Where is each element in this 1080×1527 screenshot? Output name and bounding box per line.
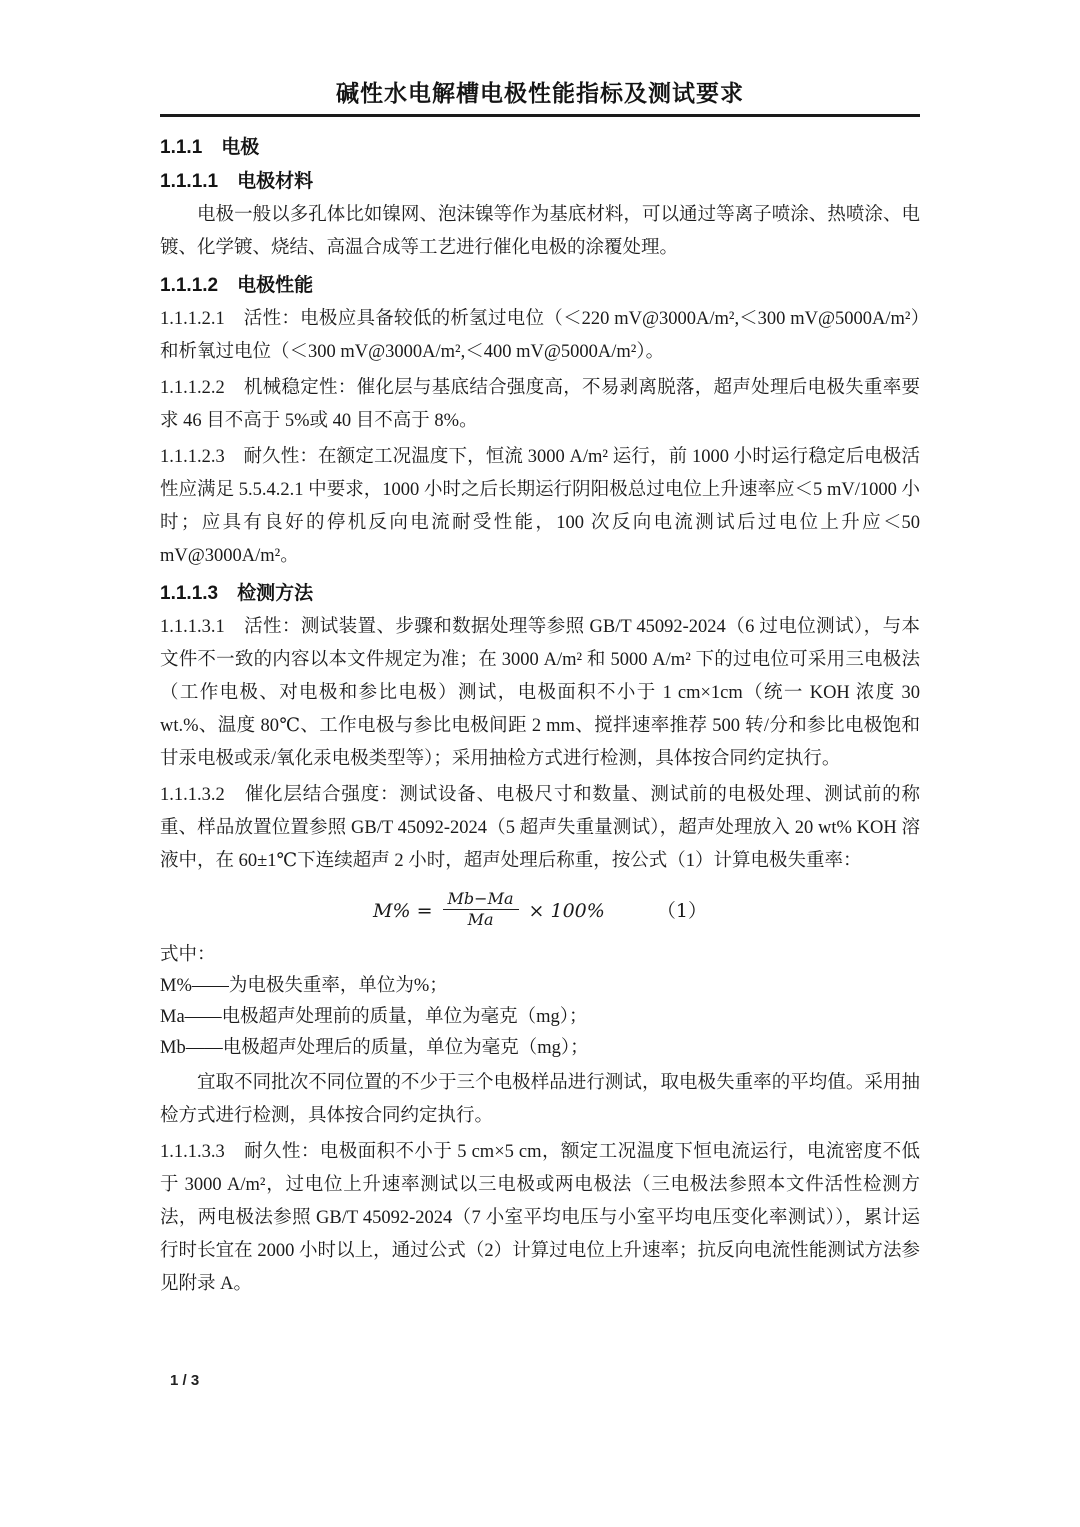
heading-test-methods: 1.1.1.3 检测方法 <box>160 583 314 604</box>
formula-numerator: Mb−Ma <box>443 890 519 910</box>
heading-electrode: 1.1.1 电极 <box>160 137 260 158</box>
formula-multiplier: × 100% <box>528 899 605 922</box>
heading-electrode-performance: 1.1.1.2 电极性能 <box>160 275 314 296</box>
paragraph-mechanical-stability: 1.1.1.2.2 机械稳定性：催化层与基底结合强度高，不易剥离脱落，超声处理后电极失重率要求 46 目不高于 5%或 40 目不高于 8%。 <box>160 378 920 431</box>
paragraph-method-activity: 1.1.1.3.1 活性：测试装置、步骤和数据处理等参照 GB/T 45092-2024（6 过电位测试），与本文件不一致的内容以本文件规定为准；在 3000 A/m² 和 5000 A/m² 下的过电位可采用三电极法（工作电极、对电极和参比电极）测试，电极面积不小于 1 cm×1cm（统一 KOH 浓度 30 wt.%、温度 80℃、工作电极与参比电极间距 2 mm、搅拌速率推荐 500 转/分和参比电极饱和甘汞电极或汞/氧化汞电极类型等）；采用抽检方式进行检测，具体按合同约定执行。 <box>160 617 920 769</box>
paragraph-formula-legend-intro: 式中： <box>160 944 216 965</box>
paragraph-method-bonding-strength: 1.1.1.3.2 催化层结合强度：测试设备、电极尺寸和数量、测试前的电极处理、测试前的称重、样品放置位置参照 GB/T 45092-2024（5 超声失重量测试），超声处理放入 20 wt% KOH 溶液中，在 60±1℃下连续超声 2 小时，超声处理后称重，按公式（1）计算电极失重率： <box>160 785 920 871</box>
definition-ma: Ma——电极超声处理前的质量，单位为毫克（mg）； <box>160 1006 588 1027</box>
document-title: 碱性水电解槽电极性能指标及测试要求 <box>336 81 744 106</box>
paragraph-electrode-material: 电极一般以多孔体比如镍网、泡沫镍等作为基底材料，可以通过等离子喷涂、热喷涂、电镀、化学镀、烧结、高温合成等工艺进行催化电极的涂覆处理。 <box>160 205 920 258</box>
paragraph-method-durability: 1.1.1.3.3 耐久性：电极面积不小于 5 cm×5 cm，额定工况温度下恒电流运行，电流密度不低于 3000 A/m²，过电位上升速率测试以三电极或两电极法（三电极法参照本文件活性检测方法，两电极法参照 GB/T 45092-2024（7 小室平均电压与小室平均电压变化率测试）），累计运行时长宜在 2000 小时以上，通过公式（2）计算过电位上升速率；抗反向电流性能测试方法参见附录 A。 <box>160 1141 920 1294</box>
formula-fraction <box>443 890 519 930</box>
formula-lhs: M% = <box>373 899 433 922</box>
paragraph-durability: 1.1.1.2.3 耐久性：在额定工况温度下，恒流 3000 A/m² 运行，前 1000 小时运行稳定后电极活性应满足 5.5.4.2.1 中要求，1000 小时之后长期运行阴阳极总过电位上升速率应＜5 mV/1000 小时；应具有良好的停机反向电流耐受性能，100 次反向电流测试后过电位上升应＜50 mV@3000A/m²。 <box>160 447 920 566</box>
formula-number: （1） <box>656 899 707 922</box>
definition-mb: Mb——电极超声处理后的质量，单位为毫克（mg）； <box>160 1037 589 1058</box>
page-number: 1 / 3 <box>170 1372 200 1389</box>
formula-denominator: Ma <box>467 910 494 930</box>
paragraph-sampling: 宜取不同批次不同位置的不少于三个电极样品进行测试，取电极失重率的平均值。采用抽检方式进行检测，具体按合同约定执行。 <box>160 1072 920 1126</box>
definition-m-percent: M%——为电极失重率，单位为%； <box>160 975 448 996</box>
heading-electrode-material: 1.1.1.1 电极材料 <box>160 171 314 192</box>
paragraph-activity: 1.1.1.2.1 活性：电极应具备较低的析氢过电位（＜220 mV@3000A/m²,＜300 mV@5000A/m²）和析氧过电位（＜300 mV@3000A/m²,＜400 mV@5000A/m²）。 <box>160 309 920 362</box>
formula-weight-loss <box>160 889 920 932</box>
title-divider <box>160 114 920 117</box>
